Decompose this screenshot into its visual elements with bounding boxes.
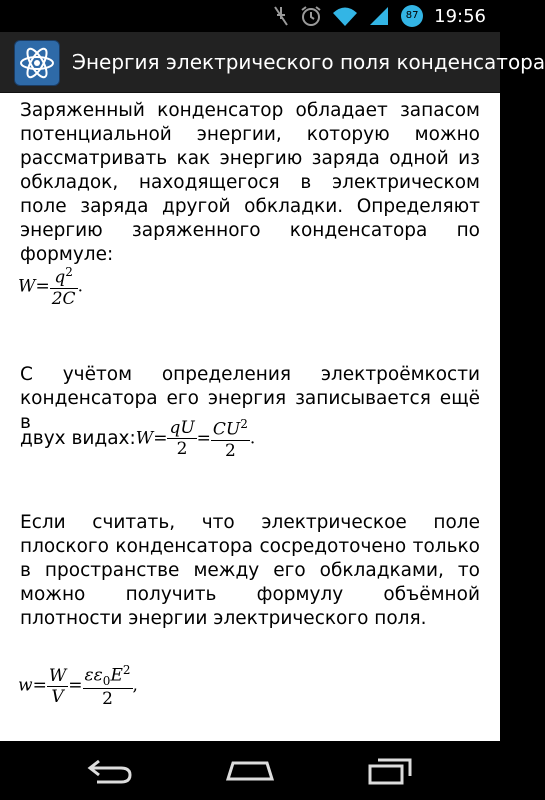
formula-3: w= $\frac{W}{V}$ = $\frac{\varepsilon\varepsilon_0E^2}{2}$ ,	[18, 663, 138, 710]
navigation-bar	[0, 741, 500, 800]
back-icon	[87, 758, 133, 784]
page-title: Энергия электрического поля конденсатора	[72, 50, 545, 74]
paragraph-2-line	[20, 417, 255, 461]
paragraph-1: Заряженный конденсатор обладает запасом потенциальной энергии, которую можно рассматривать как энергию заряда одной из обкладок, находящегося в электрическом поле заряда другой обкладки. Определяют энергию заряженного конденсатора по формуле:	[20, 100, 480, 265]
article-content	[0, 93, 500, 741]
home-icon	[225, 760, 275, 782]
paragraph-2-tail: двух видах:	[20, 428, 136, 450]
paragraph-2: С учётом определения электроёмкости конденсатора его энергия записывается ещё в	[20, 364, 480, 433]
action-bar	[0, 32, 545, 93]
formula-2: W= $\frac{qU}{2}$ = $\frac{CU^2}{2}$ .	[135, 417, 256, 461]
signal-icon	[368, 5, 390, 27]
formula-1: W= $\frac{q^2}{2C}$ .	[18, 265, 83, 309]
battery-icon	[400, 4, 424, 28]
wifi-icon	[332, 5, 358, 27]
back-button[interactable]	[75, 749, 145, 793]
paragraph-3: Если считать, что электрическое поле плоского конденсатора сосредоточено только в пространстве между его обкладками, то можно получить формулу объёмной плотности энергии электрического поля.	[20, 512, 480, 629]
battery-level: 87	[405, 10, 419, 21]
alarm-icon	[300, 5, 322, 27]
recent-apps-button[interactable]	[355, 749, 425, 793]
clock: 19:56	[434, 5, 486, 27]
recent-apps-icon	[367, 757, 413, 785]
atom-icon[interactable]	[14, 40, 60, 86]
home-button[interactable]	[215, 749, 285, 793]
usb-debug-icon	[272, 5, 290, 27]
status-bar	[0, 0, 500, 32]
